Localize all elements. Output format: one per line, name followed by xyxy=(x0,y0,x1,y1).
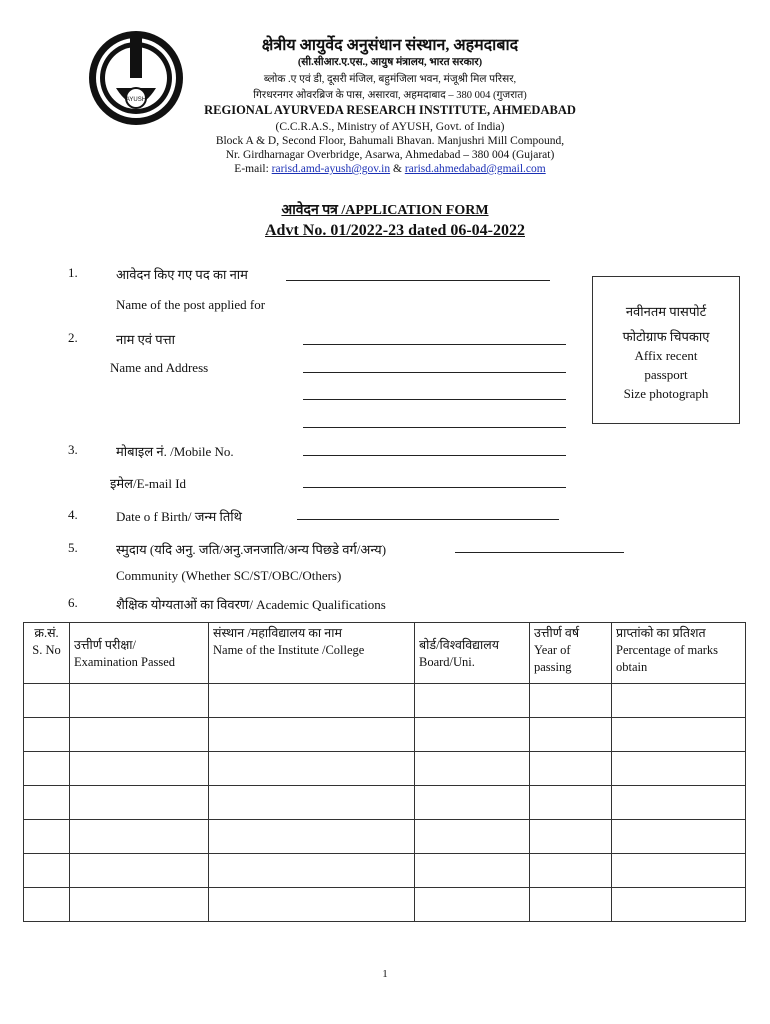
table-cell[interactable] xyxy=(530,854,612,888)
table-cell[interactable] xyxy=(415,888,530,922)
page-number: 1 xyxy=(382,968,388,980)
table-cell[interactable] xyxy=(209,718,415,752)
table-cell[interactable] xyxy=(415,684,530,718)
dob-label: Date o f Birth/ जन्म तिथि xyxy=(116,509,242,524)
table-row xyxy=(24,820,746,854)
hindi-address-line-1: ब्लोक .ए एवं डी, दूसरी मंजिल, बहुमंजिला भवन, मंजूश्री मिल परिसर, xyxy=(263,74,517,85)
dob-input-line[interactable] xyxy=(297,519,559,520)
field-1-number: 1. xyxy=(68,265,78,280)
table-cell[interactable] xyxy=(70,786,209,820)
hindi-institute-title: क्षेत्रीय आयुर्वेद अनुसंधान संस्थान, अहमदाबाद xyxy=(261,37,519,54)
academic-qualifications-label: शैक्षिक योग्यताओं का विवरण/ Academic Qualifications xyxy=(116,597,386,612)
header-text-hindi: संस्थान /महाविद्यालय का नाम xyxy=(213,626,342,640)
table-cell[interactable] xyxy=(415,786,530,820)
table-cell[interactable] xyxy=(70,820,209,854)
table-cell[interactable] xyxy=(415,854,530,888)
header-percentage xyxy=(612,623,746,684)
field-2-number: 2. xyxy=(68,330,78,345)
table-cell[interactable] xyxy=(24,888,70,922)
header-text-english: Examination Passed xyxy=(74,655,176,669)
field-3-number: 3. xyxy=(68,442,78,457)
header-exam-passed xyxy=(70,623,209,684)
photo-box-line-2: फोटोग्राफ चिपकाए xyxy=(622,329,710,344)
table-cell[interactable] xyxy=(70,888,209,922)
table-cell[interactable] xyxy=(24,786,70,820)
hindi-institute-subtitle: (सी.सीआर.ए.एस., आयुष मंत्रालय, भारत सरकार) xyxy=(297,57,483,68)
english-address-line-2: Nr. Girdharnagar Overbridge, Asarwa, Ahmedabad – 380 004 (Gujarat) xyxy=(225,149,555,161)
email-link-gov[interactable]: rarisd.amd-ayush@gov.in xyxy=(271,163,391,175)
table-cell[interactable] xyxy=(24,718,70,752)
qualifications-table xyxy=(23,622,746,922)
table-cell[interactable] xyxy=(209,854,415,888)
ccras-logo xyxy=(86,28,186,128)
table-cell[interactable] xyxy=(612,820,746,854)
form-title: आवेदन पत्र /APPLICATION FORM xyxy=(281,203,489,218)
table-cell[interactable] xyxy=(612,752,746,786)
table-cell[interactable] xyxy=(530,786,612,820)
table-row xyxy=(24,718,746,752)
mobile-input-line[interactable] xyxy=(303,455,566,456)
photo-box-line-5: Size photograph xyxy=(623,386,709,401)
field-5-number: 5. xyxy=(68,540,78,555)
photo-box-line-4: passport xyxy=(644,367,688,382)
table-cell[interactable] xyxy=(70,684,209,718)
header-text-hindi: उत्तीर्ण वर्ष xyxy=(534,626,580,640)
table-cell[interactable] xyxy=(530,888,612,922)
header-text-english: S. No xyxy=(32,643,61,657)
logo-text: AYUSH xyxy=(125,97,147,103)
table-cell[interactable] xyxy=(70,854,209,888)
name-input-line[interactable] xyxy=(303,344,566,345)
table-cell[interactable] xyxy=(24,752,70,786)
table-cell[interactable] xyxy=(24,854,70,888)
table-cell[interactable] xyxy=(209,752,415,786)
community-input-line[interactable] xyxy=(455,552,624,553)
post-applied-label-english: Name of the post applied for xyxy=(116,297,266,312)
table-cell[interactable] xyxy=(530,684,612,718)
table-cell[interactable] xyxy=(612,684,746,718)
header-serial-no xyxy=(24,623,70,684)
table-cell[interactable] xyxy=(209,888,415,922)
header-text-english: Board/Uni. xyxy=(419,655,475,669)
table-cell[interactable] xyxy=(612,786,746,820)
photo-box-line-1: नवीनतम पासपोर्ट xyxy=(625,304,707,319)
photo-box-line-3: Affix recent xyxy=(634,348,698,363)
header-institute xyxy=(209,623,415,684)
table-cell[interactable] xyxy=(24,820,70,854)
photo-box[interactable] xyxy=(592,276,740,424)
mobile-label: मोबाइल नं. /Mobile No. xyxy=(116,444,234,459)
table-cell[interactable] xyxy=(70,718,209,752)
table-row xyxy=(24,854,746,888)
email-label: E-mail: xyxy=(234,163,272,175)
header-text-english: Percentage of marks obtain xyxy=(616,643,719,674)
table-cell[interactable] xyxy=(530,752,612,786)
header-text-hindi: बोर्ड/विश्वविद्यालय xyxy=(419,638,500,652)
community-label-hindi: स्मुदाय (यदि अनु. जति/अनु.जनजाति/अन्य पिछडे वर्ग/अन्य) xyxy=(116,542,387,557)
table-cell[interactable] xyxy=(209,684,415,718)
table-cell[interactable] xyxy=(612,854,746,888)
hindi-address-line-2: गिरधरनगर ओवरब्रिज के पास, असारवा, अहमदाबाद – 380 004 (गुजरात) xyxy=(253,90,527,101)
table-row xyxy=(24,888,746,922)
post-applied-input-line[interactable] xyxy=(286,280,550,281)
field-4-number: 4. xyxy=(68,507,78,522)
email-line xyxy=(180,163,600,175)
name-address-label-english: Name and Address xyxy=(110,360,209,375)
header-text-english: Year of passing xyxy=(534,643,572,674)
email-link-gmail[interactable]: rarisd.ahmedabad@gmail.com xyxy=(404,163,546,175)
table-cell[interactable] xyxy=(415,718,530,752)
header-year xyxy=(530,623,612,684)
table-row xyxy=(24,752,746,786)
table-cell[interactable] xyxy=(24,684,70,718)
name-address-label-hindi: नाम एवं पत्ता xyxy=(116,332,176,347)
table-cell[interactable] xyxy=(530,718,612,752)
table-cell[interactable] xyxy=(415,820,530,854)
qualifications-table-body xyxy=(24,684,746,922)
header-text-english: Name of the Institute /College xyxy=(213,643,365,657)
table-row xyxy=(24,684,746,718)
community-label-english: Community (Whether SC/ST/OBC/Others) xyxy=(116,568,342,583)
table-cell[interactable] xyxy=(530,820,612,854)
table-cell[interactable] xyxy=(209,786,415,820)
english-address-line-1: Block A & D, Second Floor, Bahumali Bhavan. Manjushri Mill Compound, xyxy=(215,135,565,147)
table-header-row xyxy=(24,623,746,684)
email-separator: & xyxy=(390,163,405,175)
table-cell[interactable] xyxy=(70,752,209,786)
header-text-hindi: उत्तीर्ण परीक्षा/ xyxy=(74,638,137,652)
field-6-number: 6. xyxy=(68,595,78,610)
english-institute-title: REGIONAL AYURVEDA RESEARCH INSTITUTE, AHMEDABAD xyxy=(204,103,576,117)
address-input-line-3[interactable] xyxy=(303,427,566,428)
english-institute-subtitle: (C.C.R.A.S., Ministry of AYUSH, Govt. of India) xyxy=(275,121,505,133)
header-text-hindi: प्राप्तांको का प्रतिशत xyxy=(616,626,706,640)
advertisement-number: Advt No. 01/2022-23 dated 06-04-2022 xyxy=(265,222,525,239)
address-input-line-2[interactable] xyxy=(303,399,566,400)
email-id-label: इमेल/E-mail Id xyxy=(110,476,187,491)
table-cell[interactable] xyxy=(612,888,746,922)
address-input-line-1[interactable] xyxy=(303,372,566,373)
table-cell[interactable] xyxy=(612,718,746,752)
email-input-line[interactable] xyxy=(303,487,566,488)
post-applied-label-hindi: आवेदन किए गए पद का नाम xyxy=(116,267,248,282)
header-text-hindi: क्र.सं. xyxy=(34,626,59,640)
table-cell[interactable] xyxy=(209,820,415,854)
header-board xyxy=(415,623,530,684)
table-row xyxy=(24,786,746,820)
table-cell[interactable] xyxy=(415,752,530,786)
